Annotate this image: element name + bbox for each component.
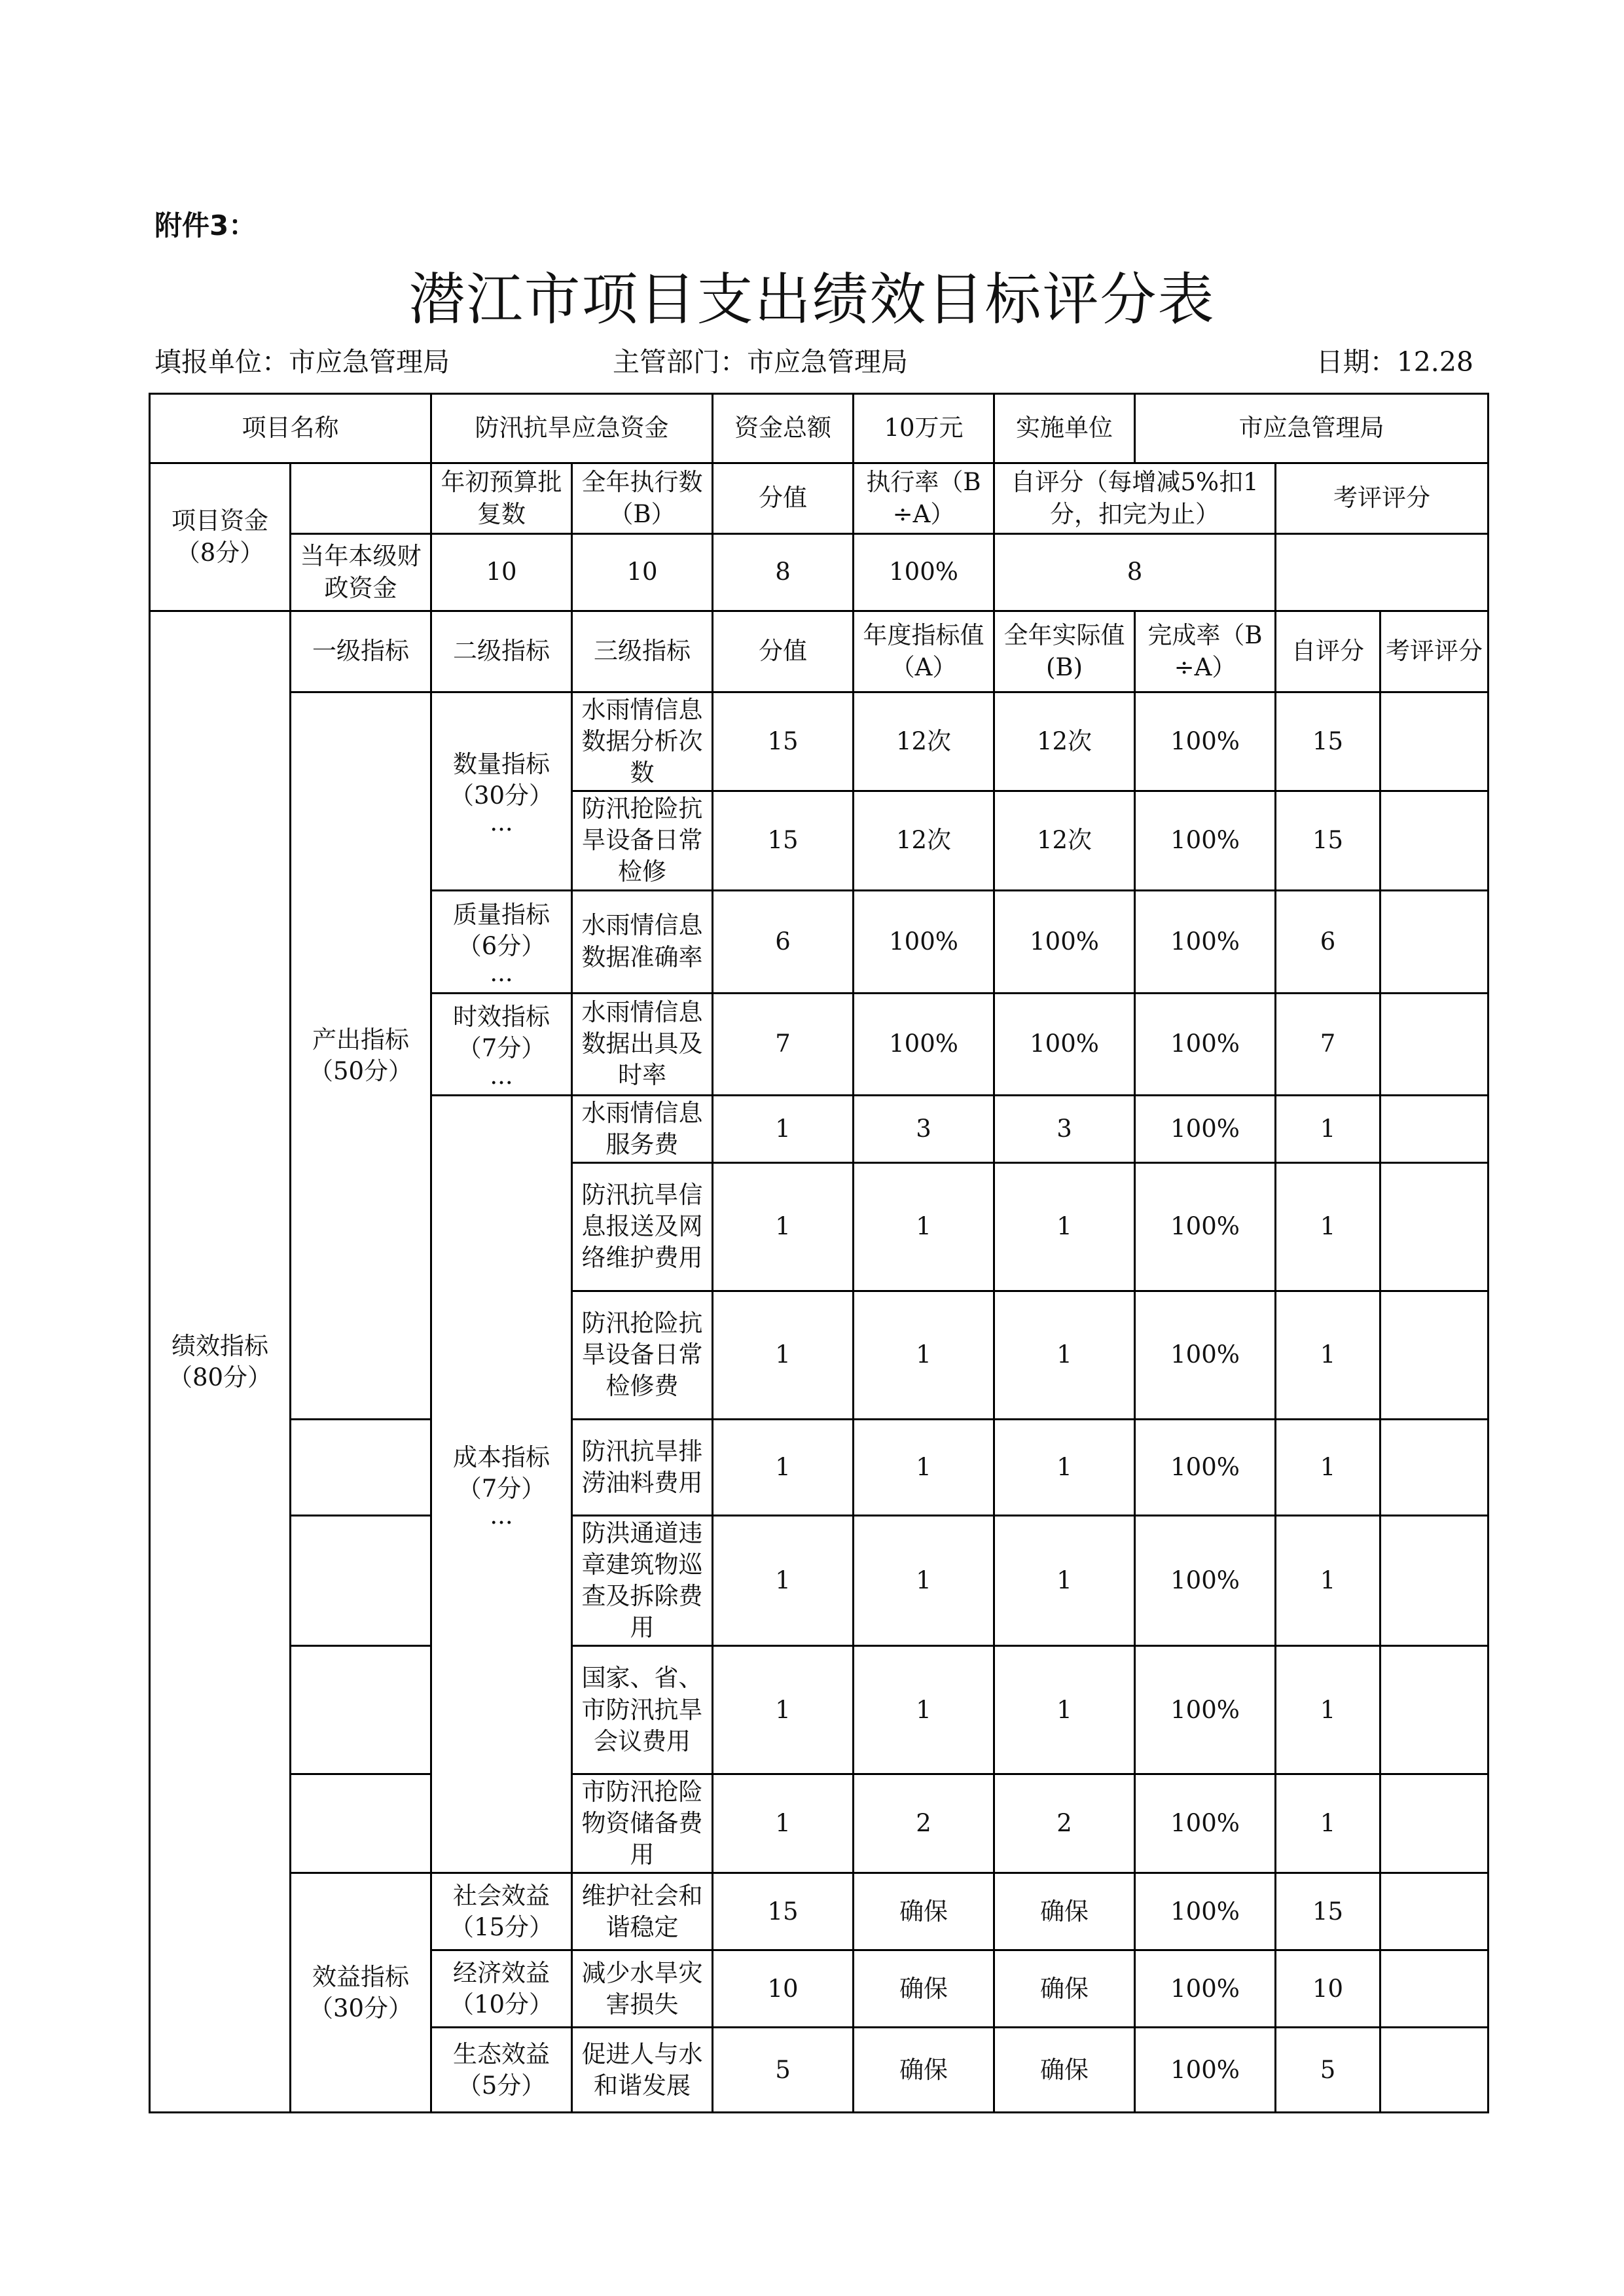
- blank-cell: [291, 1774, 431, 1873]
- self-score: 1: [1276, 1162, 1380, 1291]
- funds-header-row: [150, 463, 1489, 534]
- funds-row-label: 当年本级财政资金: [291, 534, 431, 611]
- funds-header: 考评评分: [1276, 463, 1489, 534]
- rate: 100%: [1135, 2028, 1276, 2113]
- funds-header: 全年执行数（B）: [572, 463, 713, 534]
- indicator-name: 防汛抗旱排涝油料费用: [572, 1419, 713, 1515]
- score: 1: [713, 1774, 854, 1873]
- benefit-indicator: 效益指标（30分）: [291, 1873, 431, 2113]
- perf-label: 绩效指标（80分）: [150, 611, 291, 2113]
- target: 1: [854, 1646, 994, 1774]
- rate: 100%: [1135, 1873, 1276, 1950]
- project-name-label: 项目名称: [150, 394, 431, 463]
- self-score: 15: [1276, 1873, 1380, 1950]
- target: 100%: [854, 993, 994, 1095]
- funds-label: 项目资金（8分）: [150, 463, 291, 611]
- score: 1: [713, 1515, 854, 1645]
- perf-header-row: [150, 611, 1489, 692]
- target: 1: [854, 1162, 994, 1291]
- eval-score: [1380, 890, 1489, 993]
- perf-header: 三级指标: [572, 611, 713, 692]
- target: 2: [854, 1774, 994, 1873]
- indicator-name: 国家、省、市防汛抗旱会议费用: [572, 1646, 713, 1774]
- self-score: 1: [1276, 1419, 1380, 1515]
- rate: 100%: [1135, 1646, 1276, 1774]
- funds-value: 100%: [854, 534, 994, 611]
- indicator-name: 减少水旱灾害损失: [572, 1950, 713, 2028]
- perf-header: 全年实际值(B): [994, 611, 1135, 692]
- indicator-name: 防洪通道违章建筑物巡查及拆除费用: [572, 1515, 713, 1645]
- target: 100%: [854, 890, 994, 993]
- total-funds: 10万元: [854, 394, 994, 463]
- eval-score: [1380, 993, 1489, 1095]
- self-score: 5: [1276, 2028, 1380, 2113]
- economic-benefit: 经济效益（10分）: [431, 1950, 572, 2028]
- quantity-indicator: 数量指标（30分） ...: [431, 692, 572, 891]
- eval-score: [1380, 1419, 1489, 1515]
- table-row: [150, 692, 1489, 791]
- indicator-name: 防汛抢险抗旱设备日常检修: [572, 791, 713, 890]
- funds-header: 分值: [713, 463, 854, 534]
- indicator-name: 市防汛抢险物资储备费用: [572, 1774, 713, 1873]
- actual: 12次: [994, 791, 1135, 890]
- indicator-name: 维护社会和谐稳定: [572, 1873, 713, 1950]
- target: 12次: [854, 791, 994, 890]
- actual: 1: [994, 1419, 1135, 1515]
- score: 6: [713, 890, 854, 993]
- score: 1: [713, 1162, 854, 1291]
- actual: 2: [994, 1774, 1135, 1873]
- score: 1: [713, 1646, 854, 1774]
- eval-score: [1380, 1291, 1489, 1419]
- social-benefit: 社会效益（15分）: [431, 1873, 572, 1950]
- timeliness-indicator: 时效指标（7分） ...: [431, 993, 572, 1095]
- eval-score: [1380, 1774, 1489, 1873]
- rate: 100%: [1135, 1950, 1276, 2028]
- actual: 1: [994, 1291, 1135, 1419]
- rate: 100%: [1135, 890, 1276, 993]
- page-title: 潜江市项目支出绩效目标评分表: [408, 267, 1216, 332]
- rate: 100%: [1135, 1515, 1276, 1645]
- eval-score: [1380, 2028, 1489, 2113]
- actual: 1: [994, 1162, 1135, 1291]
- report-date: 日期：12.28: [1316, 346, 1473, 378]
- actual: 1: [994, 1646, 1135, 1774]
- funds-value: 10: [431, 534, 572, 611]
- self-score: 7: [1276, 993, 1380, 1095]
- table-row: [150, 1873, 1489, 1950]
- eval-score: [1380, 1873, 1489, 1950]
- target: 1: [854, 1291, 994, 1419]
- impl-unit-label: 实施单位: [994, 394, 1135, 463]
- self-score: 10: [1276, 1950, 1380, 2028]
- perf-header: 考评评分: [1380, 611, 1489, 692]
- funds-blank: [291, 463, 431, 534]
- rate: 100%: [1135, 993, 1276, 1095]
- actual: 12次: [994, 692, 1135, 791]
- rate: 100%: [1135, 1774, 1276, 1873]
- actual: 1: [994, 1515, 1135, 1645]
- eval-score: [1380, 1515, 1489, 1645]
- target: 12次: [854, 692, 994, 791]
- score: 15: [713, 791, 854, 890]
- total-funds-label: 资金总额: [713, 394, 854, 463]
- self-score: 1: [1276, 1291, 1380, 1419]
- perf-header: 分值: [713, 611, 854, 692]
- rate: 100%: [1135, 692, 1276, 791]
- actual: 确保: [994, 2028, 1135, 2113]
- blank-cell: [291, 1646, 431, 1774]
- score: 1: [713, 1419, 854, 1515]
- project-name: 防汛抗旱应急资金: [431, 394, 713, 463]
- funds-header: 自评分（每增减5%扣1分，扣完为止）: [994, 463, 1276, 534]
- blank-cell: [291, 1515, 431, 1645]
- output-indicator: 产出指标（50分）: [291, 692, 431, 1420]
- target: 确保: [854, 1950, 994, 2028]
- actual: 确保: [994, 1873, 1135, 1950]
- target: 1: [854, 1419, 994, 1515]
- perf-header: 一级指标: [291, 611, 431, 692]
- quality-indicator: 质量指标（6分） ...: [431, 890, 572, 993]
- cost-indicator: 成本指标（7分） ...: [431, 1095, 572, 1873]
- perf-header: 二级指标: [431, 611, 572, 692]
- score: 15: [713, 692, 854, 791]
- perf-header: 完成率（B÷A）: [1135, 611, 1276, 692]
- funds-header: 年初预算批复数: [431, 463, 572, 534]
- score: 10: [713, 1950, 854, 2028]
- summary-row: [150, 394, 1489, 463]
- rate: 100%: [1135, 1291, 1276, 1419]
- target: 确保: [854, 2028, 994, 2113]
- score: 1: [713, 1291, 854, 1419]
- indicator-name: 防汛抗旱信息报送及网络维护费用: [572, 1162, 713, 1291]
- reporting-unit: 填报单位：市应急管理局: [154, 346, 450, 378]
- funds-header: 执行率（B÷A）: [854, 463, 994, 534]
- indicator-name: 水雨情信息数据分析次数: [572, 692, 713, 791]
- funds-value: 8: [713, 534, 854, 611]
- eval-score: [1380, 1162, 1489, 1291]
- table-row: [150, 1646, 1489, 1774]
- score: 7: [713, 993, 854, 1095]
- actual: 确保: [994, 1950, 1135, 2028]
- funds-value: 10: [572, 534, 713, 611]
- target: 3: [854, 1095, 994, 1162]
- funds-value-row: [150, 534, 1489, 611]
- table-row: [150, 1515, 1489, 1645]
- impl-unit: 市应急管理局: [1135, 394, 1489, 463]
- target: 确保: [854, 1873, 994, 1950]
- indicator-name: 水雨情信息服务费: [572, 1095, 713, 1162]
- self-score: 15: [1276, 791, 1380, 890]
- eval-score: [1380, 791, 1489, 890]
- funds-value: 8: [994, 534, 1276, 611]
- eval-score: [1380, 1950, 1489, 2028]
- supervising-dept: 主管部门：市应急管理局: [613, 346, 908, 378]
- score-table: [149, 393, 1489, 2113]
- rate: 100%: [1135, 1162, 1276, 1291]
- self-score: 15: [1276, 692, 1380, 791]
- score: 15: [713, 1873, 854, 1950]
- indicator-name: 水雨情信息数据出具及时率: [572, 993, 713, 1095]
- actual: 100%: [994, 993, 1135, 1095]
- rate: 100%: [1135, 1095, 1276, 1162]
- self-score: 6: [1276, 890, 1380, 993]
- rate: 100%: [1135, 1419, 1276, 1515]
- blank-cell: [291, 1419, 431, 1515]
- rate: 100%: [1135, 791, 1276, 890]
- actual: 100%: [994, 890, 1135, 993]
- eval-score: [1380, 692, 1489, 791]
- score: 5: [713, 2028, 854, 2113]
- actual: 3: [994, 1095, 1135, 1162]
- eval-score: [1380, 1095, 1489, 1162]
- table-row: [150, 1774, 1489, 1873]
- table-row: [150, 1419, 1489, 1515]
- indicator-name: 水雨情信息数据准确率: [572, 890, 713, 993]
- indicator-name: 防汛抢险抗旱设备日常检修费: [572, 1291, 713, 1419]
- perf-header: 年度指标值（A）: [854, 611, 994, 692]
- score: 1: [713, 1095, 854, 1162]
- eval-score: [1380, 1646, 1489, 1774]
- funds-value: [1276, 534, 1489, 611]
- self-score: 1: [1276, 1646, 1380, 1774]
- ecological-benefit: 生态效益（5分）: [431, 2028, 572, 2113]
- self-score: 1: [1276, 1515, 1380, 1645]
- self-score: 1: [1276, 1095, 1380, 1162]
- attachment-label: 附件3：: [154, 209, 257, 242]
- self-score: 1: [1276, 1774, 1380, 1873]
- target: 1: [854, 1515, 994, 1645]
- perf-header: 自评分: [1276, 611, 1380, 692]
- indicator-name: 促进人与水和谐发展: [572, 2028, 713, 2113]
